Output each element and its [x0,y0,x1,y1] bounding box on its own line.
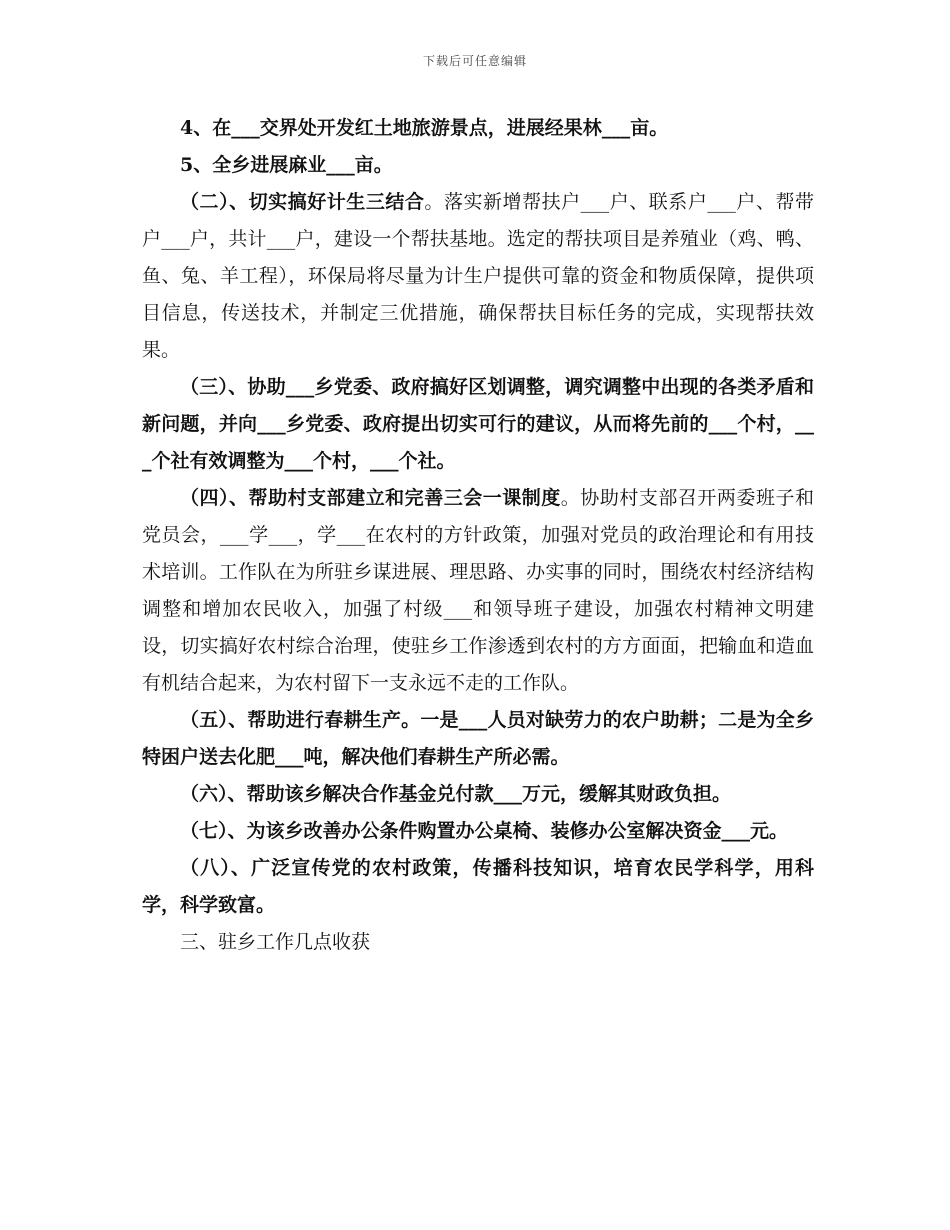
paragraph-section-2 [142,184,814,369]
paragraph-bold-text: 4、在___交界处开发红土地旅游景点，进展经果林___亩。 [180,117,669,139]
paragraph-bold-text: （六）、帮助该乡解决合作基金兑付款___万元，缓解其财政负担。 [180,783,732,805]
paragraph-section-7 [142,813,814,850]
paragraph-item-5 [142,147,814,184]
document-body [142,110,814,961]
paragraph-text: 三、驻乡工作几点收获 [180,931,371,953]
paragraph-bold-text: （二）、切实搞好计生三结合 [180,191,425,213]
paragraph-bold-text: （五）、帮助进行春耕生产。一是___人员对缺劳力的农户助耕；二是为全乡特困户送去化肥___吨，解决他们春耕生产所必需。 [142,709,814,768]
paragraph-section-8 [142,850,814,924]
paragraph-section-4 [142,480,814,702]
page-header: 下载后可任意编辑 [422,54,527,68]
paragraph-section-3 [142,369,814,480]
paragraph-item-4 [142,110,814,147]
paragraph-bold-text: （三）、协助___乡党委、政府搞好区划调整，调究调整中出现的各类矛盾和新问题，并向___乡党委、政府提出切实可行的建议，从而将先前的___个村，___个社有效调整为___个村，___个社。 [142,376,814,472]
paragraph-bold-text: （四）、帮助村支部建立和完善三会一课制度 [180,487,561,509]
paragraph-section-5 [142,702,814,776]
paragraph-bold-text: （七）、为该乡改善办公条件购置办公桌椅、装修办公室解决资金___元。 [180,820,789,842]
paragraph-bold-text: 5、全乡进展麻业___亩。 [180,154,393,176]
section-heading-3 [142,924,814,961]
paragraph-text: 。协助村支部召开两委班子和党员会，___学___，学___在农村的方针政策，加强对党员的政治理论和有用技术培训。工作队在为所驻乡谋进展、理思路、办实事的同时，围绕农村经济结构调整和增加农民收入，加强了村级___和领导班子建设，加强农村精神文明建设，切实搞好农村综合治理，使驻乡工作渗透到农村的方方面面，把输血和造血有机结合起来，为农村留下一支永远不走的工作队。 [142,487,814,694]
paragraph-section-6 [142,776,814,813]
paragraph-bold-text: （八）、广泛宣传党的农村政策，传播科技知识，培育农民学科学，用科学，科学致富。 [142,857,814,916]
paragraph-text: 。落实新增帮扶户___户、联系户___户、帮带户___户，共计___户，建设一个帮扶基地。选定的帮扶项目是养殖业（鸡、鸭、鱼、兔、羊工程），环保局将尽量为计生户提供可靠的资金和物质保障，提供项目信息，传送技术，并制定三优措施，确保帮扶目标任务的完成，实现帮扶效果。 [142,191,814,361]
